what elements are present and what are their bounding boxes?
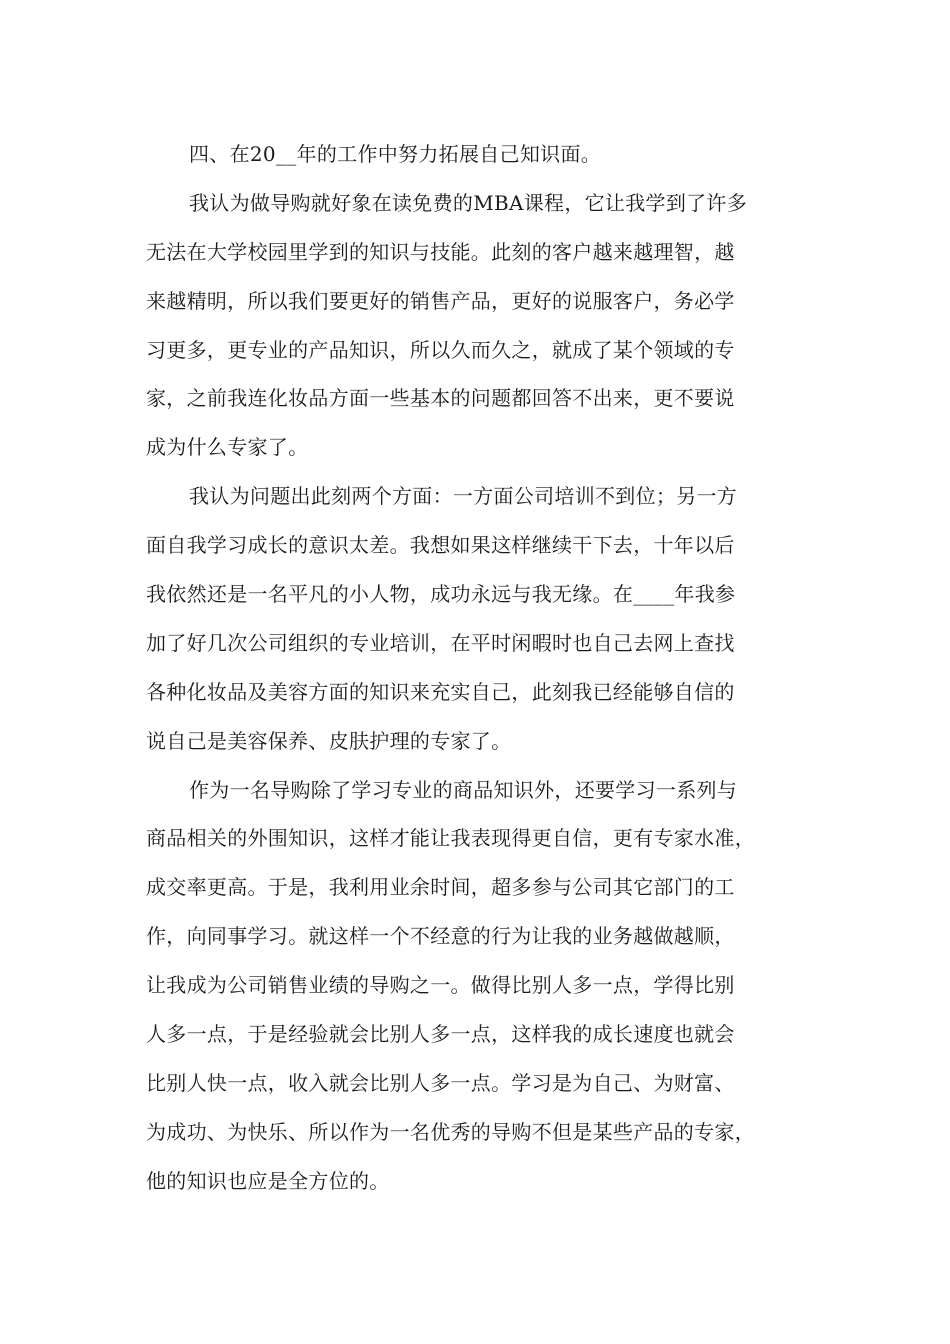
paragraph-line: 面自我学习成长的意识太差。我想如果这样继续干下去，十年以后: [146, 533, 735, 558]
paragraph-line: 成为什么专家了。: [146, 435, 309, 460]
paragraph-line: 习更多，更专业的产品知识，所以久而久之，就成了某个领域的专: [146, 337, 735, 362]
paragraph-line: 四、在20__年的工作中努力拓展自己知识面。: [189, 142, 602, 166]
paragraph-line: 作，向同事学习。就这样一个不经意的行为让我的业务越做越顺，: [146, 924, 735, 949]
paragraph-peripheral-knowledge: [146, 766, 806, 1206]
paragraph-line: 说自己是美容保养、皮肤护理的专家了。: [146, 728, 512, 753]
paragraph-line: 家，之前我连化妆品方面一些基本的问题都回答不出来，更不要说: [146, 386, 735, 411]
paragraph-line: 我认为问题出此刻两个方面：一方面公司培训不到位；另一方: [189, 484, 738, 509]
paragraph-line: 成交率更高。于是，我利用业余时间，超多参与公司其它部门的工: [146, 875, 735, 900]
document-body: [146, 130, 806, 1206]
paragraph-section-heading: [146, 130, 806, 179]
paragraph-line: 加了好几次公司组织的专业培训，在平时闲暇时也自己去网上查找: [146, 630, 735, 655]
paragraph-line: 比别人快一点，收入就会比别人多一点。学习是为自己、为财富、: [146, 1070, 735, 1095]
paragraph-line: 无法在大学校园里学到的知识与技能。此刻的客户越来越理智，越: [146, 239, 735, 264]
paragraph-problems: [146, 472, 806, 765]
paragraph-line: 他的知识也应是全方位的。: [146, 1168, 390, 1193]
paragraph-line: 为成功、为快乐、所以作为一名优秀的导购不但是某些产品的专家，: [146, 1119, 755, 1144]
paragraph-line: 我认为做导购就好象在读免费的MBA课程，它让我学到了许多: [189, 190, 748, 215]
paragraph-line: 我依然还是一名平凡的小人物，成功永远与我无缘。在____年我参: [146, 582, 736, 607]
paragraph-line: 作为一名导购除了学习专业的商品知识外，还要学习一系列与: [189, 777, 738, 802]
paragraph-line: 各种化妆品及美容方面的知识来充实自己，此刻我已经能够自信的: [146, 679, 735, 704]
paragraph-line: 让我成为公司销售业绩的导购之一。做得比别人多一点，学得比别: [146, 973, 735, 998]
paragraph-line: 来越精明，所以我们要更好的销售产品，更好的说服客户，务必学: [146, 288, 735, 313]
paragraph-mba-course: [146, 179, 806, 472]
paragraph-line: 商品相关的外围知识，这样才能让我表现得更自信，更有专家水准，: [146, 826, 755, 851]
paragraph-line: 人多一点，于是经验就会比别人多一点，这样我的成长速度也就会: [146, 1022, 735, 1047]
